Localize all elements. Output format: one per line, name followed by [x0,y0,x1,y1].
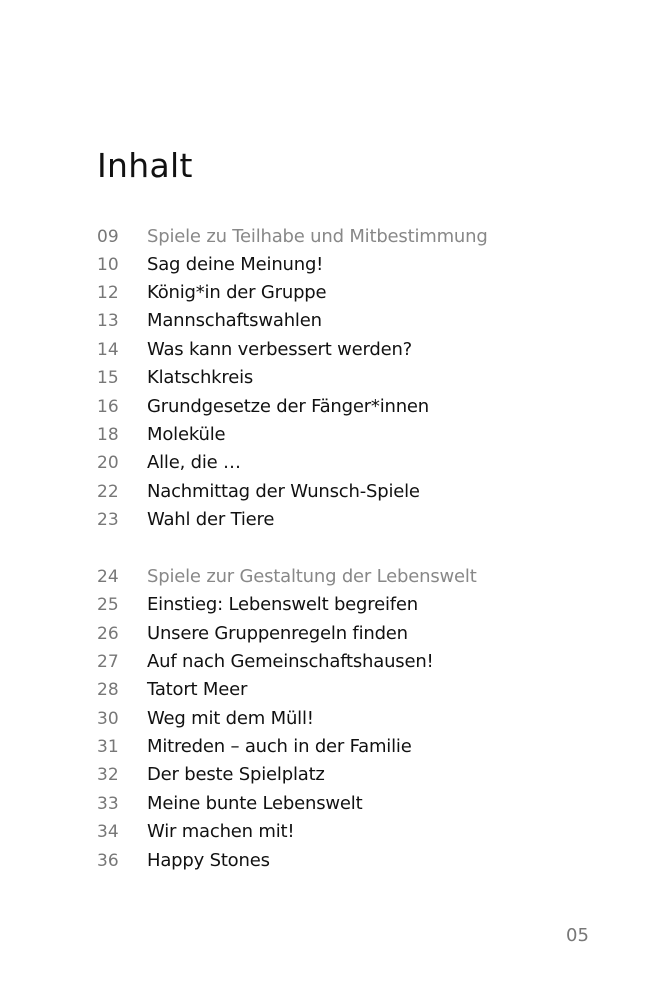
toc-entry[interactable] [97,623,408,651]
toc-entry-label: Nachmittag der Wunsch-Spiele [147,481,420,502]
toc-entry-label: Sag deine Meinung! [147,254,324,275]
toc-entry[interactable] [97,764,325,792]
toc-entry-label: Der beste Spielplatz [147,764,325,785]
toc-page-number: 32 [97,765,119,785]
toc-page-number: 36 [97,851,119,871]
toc-entry-label: Wahl der Tiere [147,509,275,530]
toc-entry-label: Happy Stones [147,850,270,871]
toc-entry[interactable] [97,651,434,679]
toc-entry[interactable] [97,679,247,707]
toc-page-number: 33 [97,794,119,814]
toc-page-number: 14 [97,340,119,360]
toc-page-number: 23 [97,510,119,530]
toc-entry-label: Wir machen mit! [147,821,295,842]
toc-entry[interactable] [97,594,418,622]
toc-page-number: 16 [97,397,119,417]
toc-section-label: Spiele zu Teilhabe und Mitbestimmung [147,226,488,247]
toc-entry[interactable] [97,424,225,452]
toc-page-number: 22 [97,482,119,502]
toc-entry[interactable] [97,282,326,310]
page-number: 05 [566,925,589,946]
toc-entry-label: Was kann verbessert werden? [147,339,413,360]
toc-entry-label: Weg mit dem Müll! [147,708,314,729]
toc-entry[interactable] [97,793,362,821]
toc-page-number: 28 [97,680,119,700]
toc-entry-label: König*in der Gruppe [147,282,327,303]
toc-entry-label: Klatschkreis [147,367,254,388]
toc-entry-label: Mannschaftswahlen [147,310,322,331]
toc-page-number: 13 [97,311,119,331]
toc-entry[interactable] [97,821,294,849]
toc-page-number: 10 [97,255,119,275]
toc-page-number: 26 [97,624,119,644]
toc-section-label: Spiele zur Gestaltung der Lebenswelt [147,566,477,587]
toc-entry[interactable] [97,367,253,395]
toc-page-number: 31 [97,737,119,757]
toc-entry[interactable] [97,708,314,736]
toc-entry[interactable] [97,396,429,424]
toc-entry-label: Meine bunte Lebenswelt [147,793,363,814]
toc-entry[interactable] [97,850,270,878]
toc-entry-label: Tatort Meer [147,679,248,700]
toc-section-heading[interactable] [97,566,477,594]
toc-page-number: 34 [97,822,119,842]
toc-entry[interactable] [97,509,274,537]
toc-entry[interactable] [97,481,420,509]
toc-page-number: 27 [97,652,119,672]
toc-entry[interactable] [97,310,322,338]
toc-page-number: 30 [97,709,119,729]
toc-entry[interactable] [97,254,323,282]
toc-entry-label: Unsere Gruppenregeln finden [147,623,408,644]
toc-page-number: 09 [97,227,119,247]
page-title: Inhalt [97,146,193,186]
toc-page-number: 20 [97,453,119,473]
toc-entry-label: Moleküle [147,424,226,445]
toc-page-number: 25 [97,595,119,615]
toc-entry[interactable] [97,452,241,480]
toc-section-heading[interactable] [97,226,488,254]
toc-page-number: 18 [97,425,119,445]
toc-page-number: 12 [97,283,119,303]
toc-entry-label: Grundgesetze der Fänger*innen [147,396,430,417]
toc-page-number: 24 [97,567,119,587]
toc-page-number: 15 [97,368,119,388]
toc-entry-label: Mitreden – auch in der Familie [147,736,412,757]
toc-entry[interactable] [97,339,412,367]
toc-entry-label: Auf nach Gemeinschaftshausen! [147,651,434,672]
toc-entry-label: Alle, die … [147,452,241,473]
toc-entry[interactable] [97,736,412,764]
toc-entry-label: Einstieg: Lebenswelt begreifen [147,594,418,615]
